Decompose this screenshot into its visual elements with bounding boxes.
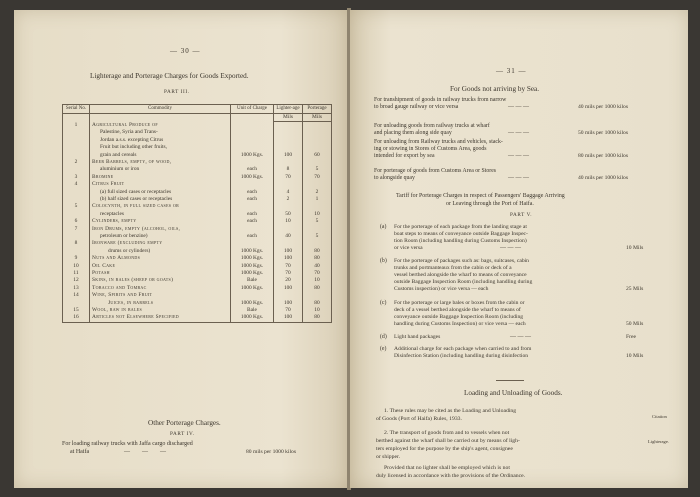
commodity-line: Wine, Spirits and Fruit bbox=[92, 292, 153, 299]
commodity-line: (b) half sized cases or receptacles bbox=[100, 195, 173, 202]
commodity-line: Ironware (excluding empty bbox=[92, 240, 163, 247]
baggage-item-line: Customs inspection) or vice versa — each bbox=[394, 286, 489, 292]
cell-unit: 1000 Kgs. bbox=[231, 270, 274, 277]
commodity-line: Bromine bbox=[92, 173, 114, 180]
dash-leader: — — — bbox=[508, 130, 529, 136]
baggage-item-rate: 10 Mils bbox=[626, 245, 644, 251]
cell-porterage: 80 bbox=[303, 314, 332, 322]
baggage-item-line: conveyance outside Baggage Inspection Room (including bbox=[394, 314, 524, 320]
commodity-line: Citrus Fruit bbox=[92, 181, 125, 188]
col-header-serial: Serial No. bbox=[63, 105, 90, 114]
page-title: Lighterage and Porterage Charges for Goods Exported. bbox=[90, 72, 249, 80]
table-row bbox=[63, 255, 332, 262]
tariff-title-1: Tariff for Porterage Charges in respect of Passengers' Baggage Arriving bbox=[396, 193, 565, 199]
cell-lighterage: 20 bbox=[274, 277, 303, 284]
commodity-line: Wool, raw in bales bbox=[92, 307, 142, 314]
margin-citation: Citation bbox=[652, 414, 667, 419]
commodity-line: Iron Drums, empty (alcohol, oils, bbox=[92, 225, 181, 232]
baggage-item-rate: 25 Mils bbox=[626, 286, 644, 292]
baggage-item-line: For the porterage of each package from the landing stage at bbox=[394, 224, 527, 230]
cell-unit bbox=[231, 181, 274, 203]
table-row bbox=[63, 159, 332, 174]
cell-commodity bbox=[90, 122, 231, 159]
cell-porterage: 40 bbox=[303, 263, 332, 270]
cell-unit: 1000 Kgs. bbox=[231, 174, 274, 181]
cell-unit: each bbox=[231, 159, 274, 174]
baggage-item-line: tion Room (including handling during Customs Inspection) bbox=[394, 238, 527, 244]
baggage-item-line: outside Baggage Inspection Room (including handling during bbox=[394, 279, 533, 285]
cell-porterage: 5 bbox=[303, 218, 332, 225]
other-part-label: PART IV. bbox=[170, 431, 195, 437]
commodity-line: Cylinders, empty bbox=[92, 218, 137, 225]
cell-serial: 8 bbox=[63, 240, 90, 255]
sea-item-line: For transhipment of goods in railway trucks from narrow bbox=[374, 97, 507, 103]
cell-unit: 1000 Kgs. bbox=[231, 255, 274, 262]
commodity-line: Tobacco and Tombac bbox=[92, 284, 147, 291]
cell-lighterage: 100 bbox=[274, 122, 303, 159]
cell-commodity bbox=[90, 255, 231, 262]
right-page bbox=[350, 10, 688, 488]
cell-unit: 1000 Kgs. bbox=[231, 285, 274, 292]
commodity-line: drums or cylinders) bbox=[108, 247, 151, 254]
commodity-line: Oil Cake bbox=[92, 262, 116, 269]
sea-item-rate: 80 mils per 1000 kilos bbox=[578, 153, 629, 159]
commodity-line: receptacles bbox=[100, 210, 124, 217]
margin-lighterage: Lighterage. bbox=[648, 439, 670, 444]
cell-unit: 1000 Kgs. bbox=[231, 314, 274, 322]
cell-serial: 14 bbox=[63, 292, 90, 307]
baggage-item-rate: Free bbox=[626, 334, 636, 340]
cell-lighterage bbox=[274, 181, 303, 203]
commodity-line: Fruit but including other fruits, bbox=[100, 144, 167, 151]
table-row bbox=[63, 218, 332, 225]
dash-leader: — — — bbox=[500, 245, 521, 251]
table-row bbox=[63, 263, 332, 270]
section-header: For Goods not arriving by Sea. bbox=[450, 85, 540, 93]
cell-serial: 16 bbox=[63, 314, 90, 322]
cell-lighterage: 40 bbox=[274, 226, 303, 241]
table-row bbox=[63, 226, 332, 241]
rule-2-line: or shipper. bbox=[376, 454, 401, 460]
col-header-commodity: Commodity bbox=[90, 105, 231, 114]
cell-lighterage: 100 bbox=[274, 314, 303, 322]
commodity-line: Skins, in bales (sheep or goats) bbox=[92, 277, 174, 284]
sea-item-rate: 40 mils per 1000 kilos bbox=[578, 175, 629, 181]
baggage-item-label: (d) bbox=[380, 334, 387, 340]
commodity-line: (a) full sized cases or receptacles bbox=[100, 188, 172, 195]
cell-porterage: 10 bbox=[303, 277, 332, 284]
porterage-value: 2 bbox=[315, 188, 319, 195]
cell-lighterage: 100 bbox=[274, 292, 303, 307]
rule-2-proviso-line: Provided that no lighter shall be employed which is not bbox=[384, 465, 510, 471]
sea-item-line: to broad gauge railway or vice versa bbox=[374, 104, 459, 110]
table-row bbox=[63, 292, 332, 307]
commodity-line: Beer Barrels, empty, of wood, bbox=[92, 158, 172, 165]
lighterage-value: 4 bbox=[286, 188, 290, 195]
cell-serial: 3 bbox=[63, 174, 90, 181]
baggage-item-line: or vice versa bbox=[394, 245, 423, 251]
page-number: — 31 — bbox=[496, 67, 527, 75]
cell-commodity bbox=[90, 181, 231, 203]
commodity-line: Colocynth, in full sized cases or bbox=[92, 203, 180, 210]
cell-commodity bbox=[90, 159, 231, 174]
commodity-line: grain and cereals bbox=[100, 151, 137, 158]
charges-table bbox=[62, 104, 332, 323]
cell-unit: 1000 Kgs. bbox=[231, 292, 274, 307]
baggage-item-label: (c) bbox=[380, 300, 387, 306]
cell-porterage bbox=[303, 181, 332, 203]
sea-item-line: intended for export by sea bbox=[374, 153, 435, 159]
cell-lighterage: 10 bbox=[274, 218, 303, 225]
baggage-item-label: (e) bbox=[380, 346, 387, 352]
dash-leader: — — — bbox=[508, 175, 529, 181]
col-header-lighterage: Lighter-age bbox=[274, 105, 303, 114]
cell-commodity bbox=[90, 226, 231, 241]
cell-serial: 2 bbox=[63, 159, 90, 174]
part-label: PART III. bbox=[164, 89, 190, 95]
rule-1-line: 1. These rules may be cited as the Loading and Unloading bbox=[384, 408, 517, 414]
cell-porterage: 5 bbox=[303, 159, 332, 174]
page-number: — 30 — bbox=[170, 47, 201, 55]
other-charges-title: Other Porterage Charges. bbox=[148, 419, 221, 427]
cell-commodity bbox=[90, 203, 231, 218]
cell-porterage: 80 bbox=[303, 292, 332, 307]
dash-leader: — — — bbox=[508, 153, 529, 159]
unit-value: each bbox=[247, 195, 257, 202]
commodity-line: Potash bbox=[92, 270, 110, 277]
cell-commodity bbox=[90, 292, 231, 307]
cell-commodity bbox=[90, 263, 231, 270]
baggage-item-line: Disinfection Station (including handling during disinfection bbox=[394, 353, 529, 359]
units-lighterage: Mils bbox=[274, 114, 303, 122]
col-header-porterage: Porterage bbox=[303, 105, 332, 114]
cell-serial: 13 bbox=[63, 285, 90, 292]
cell-lighterage: 70 bbox=[274, 263, 303, 270]
dash-leader: — — — bbox=[508, 104, 529, 110]
baggage-item-line: deck of a vessel berthed alongside the wharf to means of bbox=[394, 307, 521, 313]
cell-unit: Bale bbox=[231, 307, 274, 314]
table-row bbox=[63, 314, 332, 322]
sea-item-line: and placing them along side quay bbox=[374, 130, 452, 136]
sea-item-line: For unloading goods from railway trucks at wharf bbox=[374, 123, 490, 129]
cell-commodity bbox=[90, 285, 231, 292]
cell-unit: each bbox=[231, 218, 274, 225]
baggage-item-line: For the porterage or large bales or boxes from the cabin or bbox=[394, 300, 525, 306]
cell-commodity bbox=[90, 174, 231, 181]
baggage-item-rate: 10 Mils bbox=[626, 353, 644, 359]
sea-item-rate: 40 mils per 1000 kilos bbox=[578, 104, 629, 110]
table-row bbox=[63, 240, 332, 255]
rule-1-line: of Goods (Port of Haifa) Rules, 1933. bbox=[376, 416, 462, 422]
cell-lighterage: 100 bbox=[274, 285, 303, 292]
table-row bbox=[63, 181, 332, 203]
cell-serial: 4 bbox=[63, 181, 90, 203]
baggage-item-label: (b) bbox=[380, 258, 387, 264]
table-row bbox=[63, 285, 332, 292]
cell-porterage: 80 bbox=[303, 285, 332, 292]
cell-unit: Bale bbox=[231, 277, 274, 284]
rule-2-line: 2. The transport of goods from and to vessels when not bbox=[384, 430, 510, 436]
cell-serial: 1 bbox=[63, 122, 90, 159]
cell-unit: each bbox=[231, 226, 274, 241]
unit-value: each bbox=[247, 188, 257, 195]
commodity-line: Agricultural Produce of bbox=[92, 121, 158, 128]
units-porterage: Mils bbox=[303, 114, 332, 122]
other-text-1: For loading railway trucks with Jaffa cargo discharged bbox=[62, 441, 193, 447]
baggage-item-rate: 50 Mils bbox=[626, 321, 644, 327]
col-header-unit: Unit of Charge bbox=[231, 105, 274, 114]
cell-unit: 1000 Kgs. bbox=[231, 263, 274, 270]
cell-porterage: 80 bbox=[303, 240, 332, 255]
cell-lighterage: 50 bbox=[274, 203, 303, 218]
cell-lighterage: 70 bbox=[274, 270, 303, 277]
cell-commodity bbox=[90, 240, 231, 255]
sea-item-rate: 50 mils per 1000 kilos bbox=[578, 130, 629, 136]
cell-serial: 15 bbox=[63, 307, 90, 314]
commodity-line: Palestine, Syria and Trans- bbox=[100, 129, 158, 136]
other-text-2: at Haifa bbox=[70, 449, 90, 455]
cell-lighterage: 70 bbox=[274, 174, 303, 181]
baggage-item-line: Additional charge for each package when carried to and from bbox=[394, 346, 532, 352]
cell-commodity bbox=[90, 277, 231, 284]
cell-porterage: 10 bbox=[303, 307, 332, 314]
table-row bbox=[63, 122, 332, 159]
commodity-line: Jordan a.s.s. excepting Citrus bbox=[100, 136, 164, 143]
other-rate: 80 mils per 1000 kilos bbox=[246, 449, 297, 455]
cell-commodity bbox=[90, 307, 231, 314]
cell-unit: 1000 Kgs. bbox=[231, 240, 274, 255]
left-page bbox=[14, 10, 348, 488]
baggage-item-line: Light hand packages bbox=[394, 334, 441, 340]
lighterage-value: 2 bbox=[286, 195, 290, 202]
cell-lighterage: 100 bbox=[274, 255, 303, 262]
cell-unit: 1000 Kgs. bbox=[231, 122, 274, 159]
sea-item-line: ing or stowing in Stores of Customs Area, goods bbox=[374, 146, 487, 152]
table-row bbox=[63, 277, 332, 284]
baggage-item-line: handling during Customs Inspection) or vice versa — each bbox=[394, 321, 526, 327]
dash-leader: — — — bbox=[124, 449, 166, 455]
baggage-item-line: boat steps to means of conveyance outside Baggage Inspec- bbox=[394, 231, 528, 237]
cell-serial: 9 bbox=[63, 255, 90, 262]
cell-unit: each bbox=[231, 203, 274, 218]
rule-2-proviso-line: duly licensed in accordance with the provisions of the Ordinance. bbox=[376, 473, 526, 479]
divider bbox=[496, 380, 524, 381]
rule-2-line: berthed against the wharf shall be carried out by means of ligh- bbox=[376, 438, 520, 444]
dash-leader: — — — bbox=[510, 334, 531, 340]
cell-porterage: 60 bbox=[303, 122, 332, 159]
tariff-title-2: or Leaving through the Port of Haifa. bbox=[446, 201, 534, 207]
cell-serial: 7 bbox=[63, 226, 90, 241]
cell-serial: 6 bbox=[63, 218, 90, 225]
commodity-line: aluminium or iron bbox=[100, 166, 140, 173]
cell-serial: 11 bbox=[63, 270, 90, 277]
cell-lighterage: 70 bbox=[274, 307, 303, 314]
baggage-item-line: vessel berthed alongside the wharf to means of conveyance bbox=[394, 272, 527, 278]
commodity-line: Articles not Elsewhere Specified bbox=[92, 314, 179, 321]
table-row bbox=[63, 203, 332, 218]
rule-2-line: ters employed for the purpose by the ship's agent, consignee bbox=[376, 446, 513, 452]
cell-serial: 10 bbox=[63, 263, 90, 270]
baggage-item-label: (a) bbox=[380, 224, 387, 230]
cell-porterage: 5 bbox=[303, 226, 332, 241]
cell-lighterage: 8 bbox=[274, 159, 303, 174]
cell-lighterage: 100 bbox=[274, 240, 303, 255]
cell-porterage: 70 bbox=[303, 174, 332, 181]
commodity-line: Juices, in barrels bbox=[108, 299, 154, 306]
commodity-line: Nuts and Almonds bbox=[92, 255, 141, 262]
cell-commodity bbox=[90, 218, 231, 225]
sea-item-line: For unloading from Railway trucks and vehicles, stack- bbox=[374, 139, 503, 145]
cell-porterage: 70 bbox=[303, 270, 332, 277]
cell-porterage: 10 bbox=[303, 203, 332, 218]
commodity-line: petroleum or benzine) bbox=[100, 233, 148, 239]
porterage-value: 1 bbox=[315, 195, 319, 202]
cell-serial: 5 bbox=[63, 203, 90, 218]
part-v-label: PART V. bbox=[510, 212, 533, 218]
table-row bbox=[63, 174, 332, 181]
baggage-item-line: trunks and portmanteaux from the cabin or deck of a bbox=[394, 265, 512, 271]
cell-commodity bbox=[90, 314, 231, 322]
table-row bbox=[63, 307, 332, 314]
cell-porterage: 80 bbox=[303, 255, 332, 262]
baggage-item-line: For the porterage of packages such as: bags, suitcases, cabin bbox=[394, 258, 529, 264]
sea-item-line: For porterage of goods from Customs Area or Stores bbox=[374, 168, 497, 174]
loading-title: Loading and Unloading of Goods. bbox=[464, 389, 563, 397]
sea-item-line: to alongside quay bbox=[374, 175, 415, 181]
cell-serial: 12 bbox=[63, 277, 90, 284]
